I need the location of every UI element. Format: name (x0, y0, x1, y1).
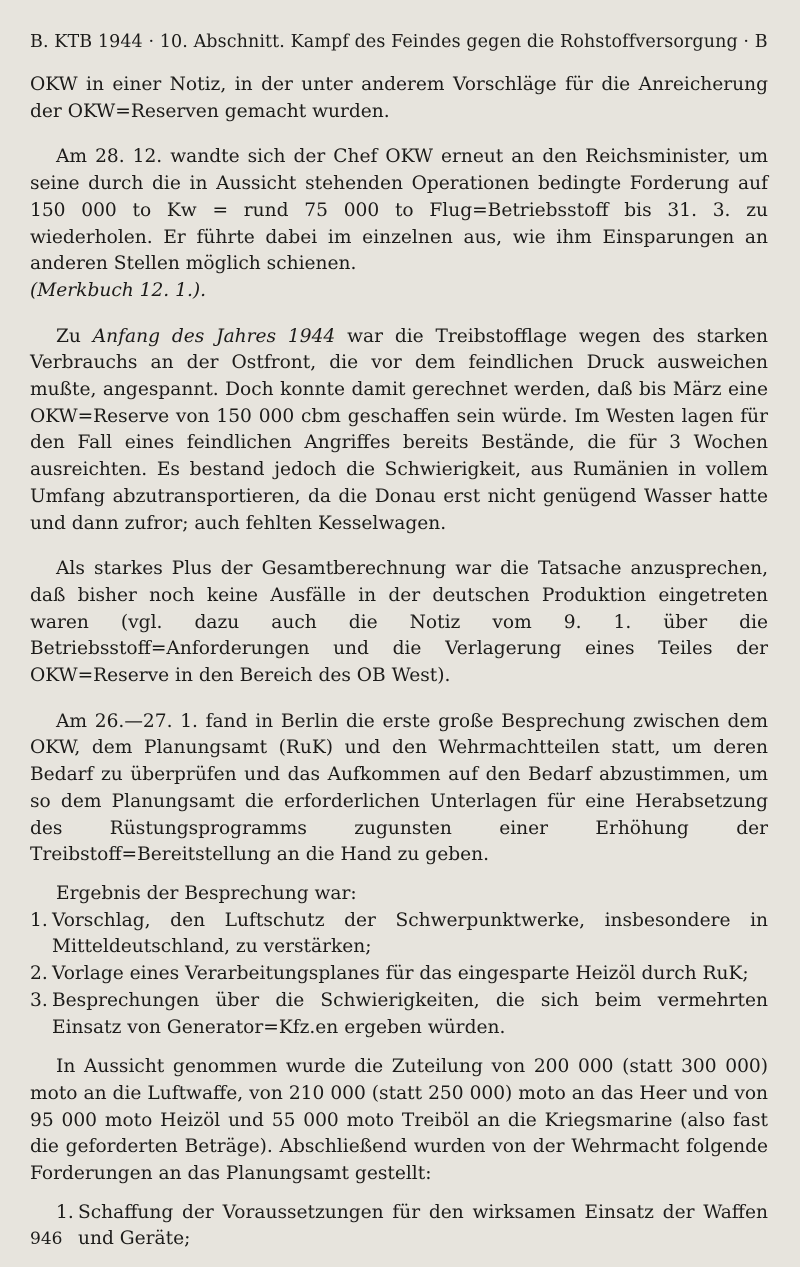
paragraph-production: Als starkes Plus der Gesamtberechnung war die Tatsache anzusprechen, daß bisher noch keine Ausfälle in der deutschen Produktion eingetreten waren (vgl. dazu auch die Notiz vom 9. 1. über die Betriebsstoff=Anforderungen und die Verlagerung eines Teiles der OKW=Reserve in den Bereich des OB West). (30, 558, 768, 687)
list-text: Vorlage eines Verarbeitungsplanes für das eingesparte Heizöl durch RuK; (52, 963, 749, 985)
paragraph-chef-okw (30, 144, 768, 304)
paragraph-lead: Zu (56, 325, 93, 347)
paragraph-continuation: OKW in einer Notiz, in der unter anderem Vorschläge für die Anreicherung der OKW=Reserven gemacht wurden. (30, 74, 768, 122)
list-number: 2. (30, 963, 48, 985)
list-item (30, 988, 768, 1041)
list-number: 1. (30, 909, 48, 931)
paragraph-text: war die Treibstofflage wegen des starken Verbrauchs an der Ostfront, die vor dem feindlichen Druck ausweichen mußte, angespannt. Doch konnte damit gerechnet werden, daß bis März eine OKW=Reserve von 150 000 cbm geschaffen sein würde. Im Westen lagen für den Fall eines feindlichen Angriffes bereits Bestände, die für 3 Wochen ausreichten. Es bestand jedoch die Schwierigkeit, aus Rumänien in vollem Umfang abzutransportieren, da die Donau erst nicht genügend Wasser hatte und dann zufror; auch fehlten Kesselwagen. (30, 325, 769, 534)
emphasis-date: Anfang des Jahres 1944 (92, 325, 336, 347)
list-item (30, 908, 768, 961)
paragraph-text: Am 28. 12. wandte sich der Chef OKW erneut an den Reichsminister, um seine durch die in Aussicht stehenden Operationen bedingte Forderung auf 150 000 to Kw = rund 75 000 to Flug=Betriebsstoff bis 31. 3. zu wiederholen. Er führte dabei im einzelnen aus, wie ihm Einsparungen an anderen Stellen möglich schienen. (30, 146, 768, 275)
list-item (30, 961, 768, 988)
page-body (30, 72, 768, 1266)
results-list (30, 908, 768, 1042)
paragraph-fuel-situation (30, 324, 768, 538)
source-reference: (Merkbuch 12. 1.). (30, 279, 207, 301)
paragraph-allocation: In Aussicht genommen wurde die Zuteilung von 200 000 (statt 300 000) moto an die Luftwaffe, von 210 000 (statt 250 000) moto an das Heer und von 95 000 moto Heizöl und 55 000 moto Treiböl an die Kriegsmarine (also fast die geforderten Beträge). Abschließend wurden von der Wehrmacht folgende Forderungen an das Planungsamt gestellt: (30, 1056, 768, 1185)
page-number: 946 (30, 1229, 63, 1249)
list-text: Besprechungen über die Schwierigkeiten, die sich beim vermehrten Einsatz von Generator=Kfz.en ergeben würden. (52, 989, 768, 1038)
list-text: Schaffung der Voraussetzungen für den wirksamen Einsatz der Waffen und Geräte; (78, 1201, 768, 1250)
list-item (30, 1200, 768, 1253)
list-number: 3. (30, 989, 48, 1011)
list-number: 1. (56, 1201, 74, 1223)
demands-list (30, 1200, 768, 1253)
paragraph-result-heading: Ergebnis der Besprechung war: (56, 882, 357, 904)
paragraph-meeting: Am 26.—27. 1. fand in Berlin die erste große Besprechung zwischen dem OKW, dem Planungsamt (RuK) und den Wehrmachtteilen statt, um deren Bedarf zu überprüfen und das Aufkommen auf den Bedarf abzustimmen, um so dem Planungsamt die erforderlichen Unterlagen für eine Herabsetzung des Rüstungsprogramms zugunsten einer Erhöhung der Treibstoff=Bereitstellung an die Hand zu geben. (30, 710, 768, 866)
list-text: Vorschlag, den Luftschutz der Schwerpunktwerke, insbesondere in Mitteldeutschland, zu verstärken; (52, 909, 768, 958)
running-header: B. KTB 1944 · 10. Abschnitt. Kampf des Feindes gegen die Rohstoffversorgung · B (30, 32, 768, 52)
